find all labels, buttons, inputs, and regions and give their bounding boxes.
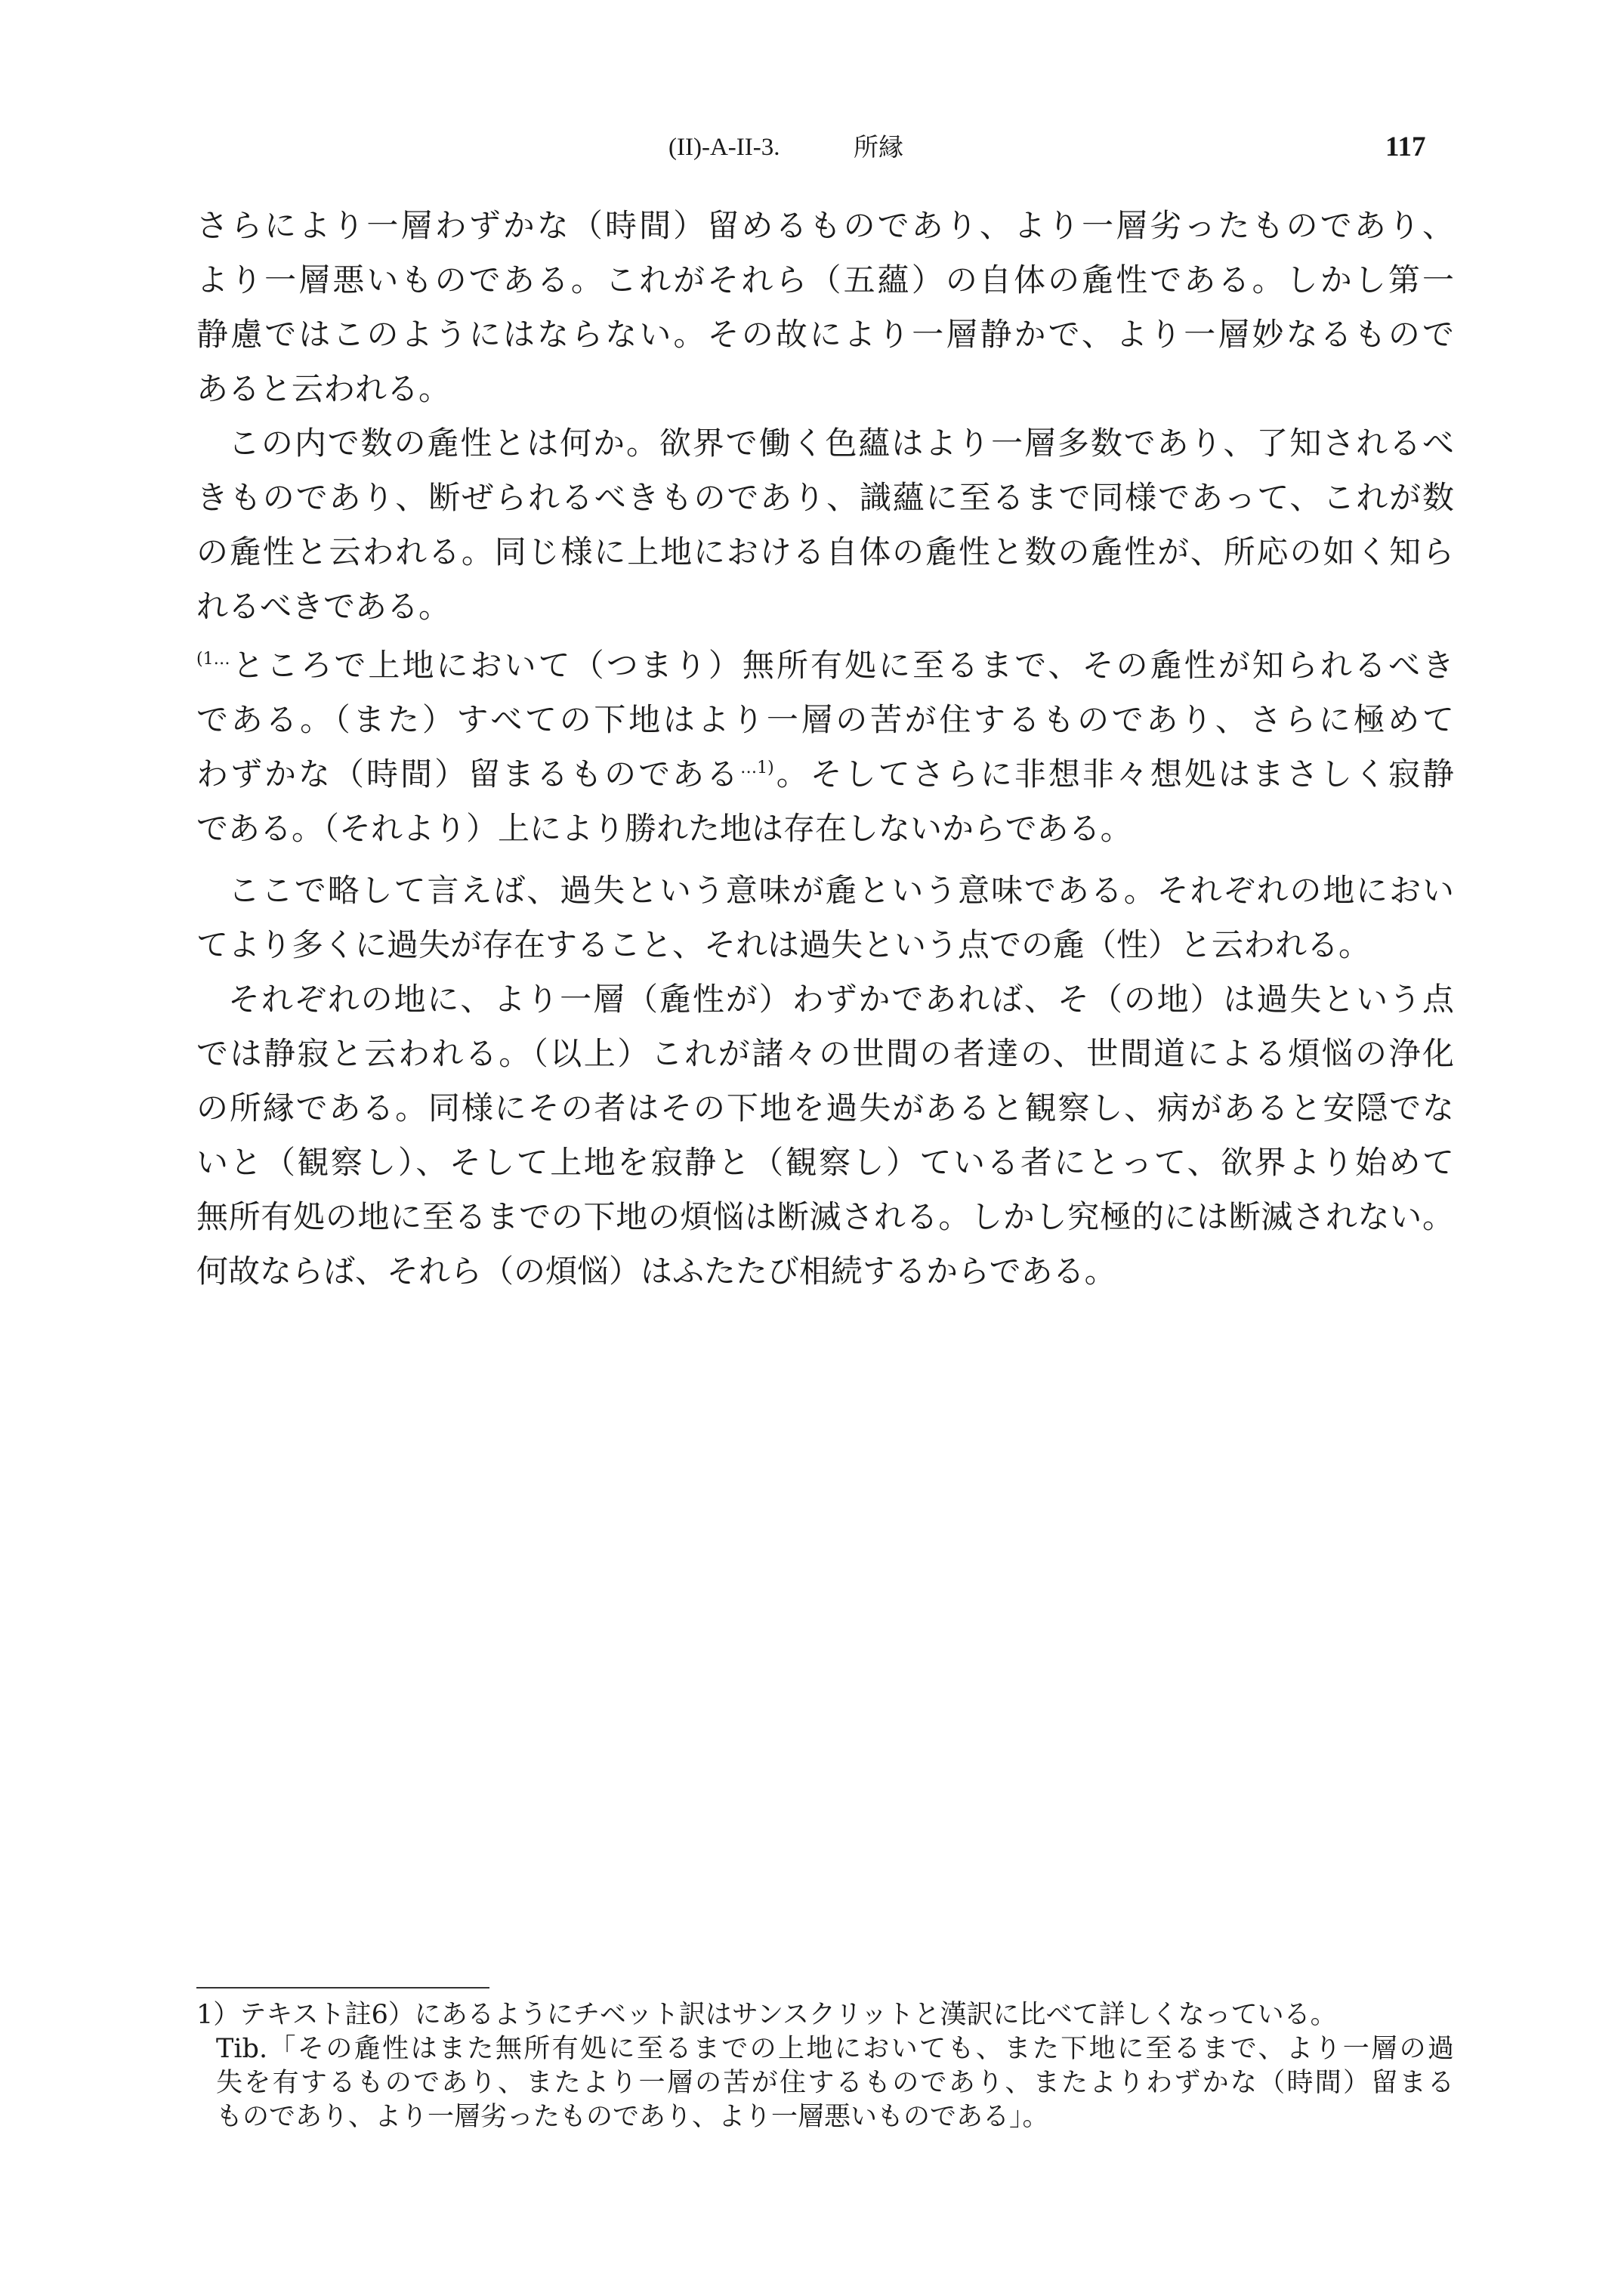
text-segment: ところで上地において（つまり）無所有処に至るまで、その麁性が知られるべき (230, 647, 1454, 684)
footnote-line: ものであり、より一層劣ったものであり、より一層悪いものである」。 (216, 2102, 1049, 2132)
text-line: てより多くに過失が存在すること、それは過失という点での麁（性）と云われる。 (196, 926, 1371, 963)
main-text (196, 199, 1454, 1299)
text-line: れるべきである。 (196, 588, 451, 625)
text-line: あると云われる。 (196, 370, 451, 407)
footnote-ref-open: (1… (196, 650, 230, 669)
text-line: 無所有処の地に至るまでの下地の煩悩は断滅される。しかし究極的には断滅されない。 (196, 1198, 1454, 1235)
section-number: (II)-A-II-3. (668, 134, 780, 161)
footnote-marker: 1） (196, 2000, 240, 2030)
text-line (196, 638, 1454, 693)
paragraph (196, 864, 1454, 972)
text-line: では静寂と云われる。（以上）これが諸々の世間の者達の、世間道による煩悩の浄化 (196, 1035, 1454, 1072)
text-segment: わずかな（時間）留まるものである (196, 756, 741, 793)
text-line: である。（それより）上により勝れた地は存在しないからである。 (196, 810, 1132, 847)
paragraph (196, 416, 1454, 634)
text-line: 何故ならば、それら（の煩悩）はふたたび相続するからである。 (196, 1253, 1116, 1290)
text-line: この内で数の麁性とは何か。欲界で働く色蘊はより一層多数であり、了知されるべ (228, 425, 1454, 462)
paragraph (196, 638, 1454, 856)
paragraph (196, 972, 1454, 1299)
section-title: 所縁 (854, 132, 903, 162)
text-line: さらにより一層わずかな（時間）留めるものであり、より一層劣ったものであり、 (196, 207, 1454, 244)
text-line: の所縁である。同様にその者はその下地を過失があると観察し、病があると安隠でな (196, 1089, 1454, 1126)
text-line: ここで略して言えば、過失という意味が麁という意味である。それぞれの地におい (228, 872, 1454, 909)
footnote-rule (196, 1987, 489, 1989)
text-segment: 。そしてさらに非想非々想処はまさしく寂静 (773, 756, 1454, 793)
text-line (196, 747, 1454, 802)
footnote (196, 1998, 1454, 2134)
footnote-text: テキスト註6）にあるようにチベット訳はサンスクリットと漢訳に比べて詳しくなっている。 (239, 2000, 1337, 2030)
text-line: である。（また）すべての下地はより一層の苦が住するものであり、さらに極めて (196, 701, 1454, 738)
footnote-line (196, 1998, 1454, 2032)
text-line: いと（観察し）、そして上地を寂静と（観察し）ている者にとって、欲界より始めて (196, 1144, 1454, 1181)
text-line: より一層悪いものである。これがそれら（五蘊）の自体の麁性である。しかし第一 (196, 261, 1454, 298)
footnote-line: 失を有するものであり、またより一層の苦が住するものであり、またよりわずかな（時間）留まる (216, 2068, 1454, 2098)
footnote-ref-close: …1) (740, 759, 774, 777)
paragraph (196, 199, 1454, 416)
text-line: 静慮ではこのようにはならない。その故により一層静かで、より一層妙なるもので (196, 316, 1454, 353)
text-line: それぞれの地に、より一層（麁性が）わずかであれば、そ（の地）は過失という点 (228, 981, 1454, 1018)
footnote-line: Tib.「その麁性はまた無所有処に至るまでの上地においても、また下地に至るまで、より一層の過 (216, 2034, 1454, 2064)
text-line: の麁性と云われる。同じ様に上地における自体の麁性と数の麁性が、所応の如く知ら (196, 533, 1454, 570)
page-number: 117 (1385, 131, 1426, 162)
text-line: きものであり、断ぜられるべきものであり、識蘊に至るまで同様であって、これが数 (196, 479, 1454, 516)
